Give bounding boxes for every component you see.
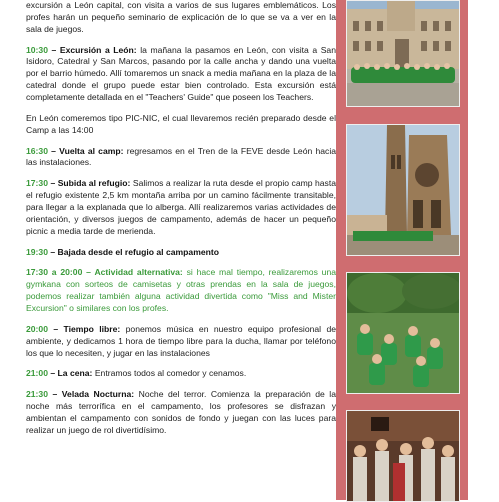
paragraph-7: 20:00 – Tiempo libre: ponemos música en nuestro equipo profesional de ambiente, y dedicamos 1 hora de tiempo libre para la ducha, llamar por teléfono los que lo necesiten, y jugar en las instalaciones [26,323,337,358]
paragraph-body: excursión a León capital, con visita a varios de sus lugares emblemáticos. Los profes harán un pequeño seminario de explicación de lo que se va a ver en la sala de juegos. [26,0,336,34]
paragraph-title: Tiempo libre: [63,323,121,334]
paragraph-title: Excursión a León: [59,44,137,55]
paragraph-title: Vuelta al camp: [59,145,124,156]
paragraph-body: regresamos en el Tren de la FEVE desde León hacia las instalaciones. [26,145,337,168]
paragraph-4: 17:30 – Subida al refugio: Salimos a realizar la ruta desde el propio camp hasta el refugio existente 2,5 km montaña arriba por un camino fácilmente transitable, para llegar a la explanada que lo alberga. Allí realizaremos varias actividades de orientación, y diversos juegos de campamento, además de hacer un pequeño picnic a media tarde de merienda. [26,178,337,236]
paragraph-time: 16:30 [26,145,48,156]
paragraph-time: 21:30 [26,389,48,400]
paragraph-9: 21:30 – Velada Nocturna: Noche del terror. Comienza la preparación de la noche más terrorífica en el campamento, los profesores se disfrazan y ambientan el campamento con sonidos de fondo y juegan con las luces para realizar un juego de rol divertidísimo. [26,389,336,435]
paragraph-body: Salimos a realizar la ruta desde el propio camp hasta el refugio existente 2,5 km montaña arriba por un camino fácilmente transitable, para llegar a la explanada que lo alberga. Allí realizaremos varias actividades de orientación, y diversos juegos de campamento, además de hacer un pequeño picnic a media tarde de merienda. [26,178,337,236]
photo-group-building [346,0,460,107]
paragraph-body: ponemos música en nuestro equipo profesional de ambiente, y dedicamos 1 hora de tiempo libre para la ducha, llamar por teléfono los que lo necesiten, y jugar en las instalaciones [26,323,337,358]
paragraph-time: 17:30 a 20:00 [26,267,83,278]
paragraph-body: si hace mal tiempo, realizaremos una gymkana con sorteos de camisetas y otras prendas en la sala de juegos, podemos realizar también alguna actividad divertida como "Miss and Mister Excursion" o similares con los profes. [26,267,337,314]
paragraph-body: la mañana la pasamos en León, con visita a San Isidoro, Catedral y San Marcos, pasando por la calle ancha y dando una vuelta por el barrio húmedo. Allí tomaremos un snack a media mañana en la plaza de la catedral donde el grupo puede estar bien controlado. Esta excursión está completamente detallada en el "Teachers' Guide" que poseen los Teachers. [26,44,336,103]
paragraph-8: 21:00 – La cena: Entramos todos al comedor y cenamos. [26,368,247,379]
paragraph-time: 20:00 [26,323,48,334]
photo-kids-outdoors [346,272,460,394]
paragraph-body: Noche del terror. Comienza la preparación de la noche más terrorífica en el campamento, los profesores se disfrazan y ambientan el campamento con sonidos de fondo y juegan con las luces para realizar un juego de rol divertidísimo. [26,389,336,435]
paragraph-title: Velada Nocturna: [61,389,135,400]
paragraph-6: 17:30 a 20:00 – Actividad alternativa: si hace mal tiempo, realizaremos una gymkana con sorteos de camisetas y otras prendas en la sala de juegos, podemos realizar también alguna actividad divertida como "Miss and Mister Excursion" o similares con los profes. [26,267,337,314]
paragraph-time: 17:30 [26,178,48,189]
paragraph-title: Actividad alternativa: [94,267,183,278]
paragraph-2 [26,113,336,137]
itinerary-text [26,0,336,446]
paragraph-3: 16:30 – Vuelta al camp: regresamos en el Tren de la FEVE desde León hacia las instalaciones. [26,145,337,168]
paragraph-title: La cena: [57,368,93,379]
photo-group-building-image [347,1,459,106]
paragraph-0 [26,0,336,36]
photo-night-terror-image [347,411,459,501]
paragraph-title: Bajada desde el refugio al campamento [57,246,219,257]
photo-cathedral-image [347,125,459,255]
paragraph-5: 19:30 – Bajada desde el refugio al campamento [26,246,219,257]
paragraph-body: En León comeremos tipo PIC-NIC, el cual llevaremos recién preparado desde el Camp a las 14:00 [26,112,336,135]
photo-cathedral [346,124,460,256]
photo-night-terror [346,410,460,502]
paragraph-time: 10:30 [26,44,48,55]
photo-kids-outdoors-image [347,273,459,393]
paragraph-body: Entramos todos al comedor y cenamos. [94,368,247,379]
paragraph-time: 21:00 [26,368,48,379]
paragraph-time: 19:30 [26,246,48,257]
paragraph-1: 10:30 – Excursión a León: la mañana la pasamos en León, con visita a San Isidoro, Catedral y San Marcos, pasando por la calle ancha y dando una vuelta por el barrio húmedo. Allí tomaremos un snack a media mañana en la plaza de la catedral donde el grupo puede estar bien controlado. Esta excursión está completamente detallada en el "Teachers' Guide" que poseen los Teachers. [26,44,336,103]
paragraph-title: Subida al refugio: [57,178,131,189]
